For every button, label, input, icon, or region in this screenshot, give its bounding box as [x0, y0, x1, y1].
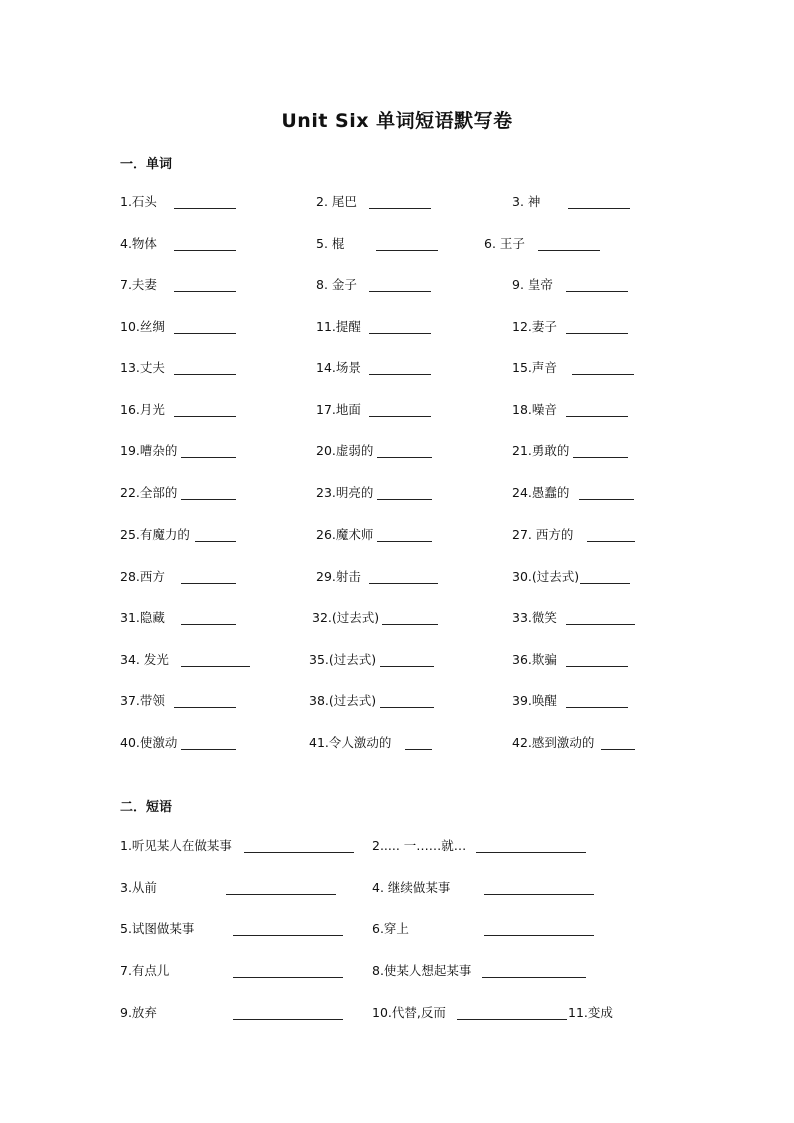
word-answer-blank-42[interactable]	[601, 749, 635, 750]
word-prompt-27: 27. 西方的	[512, 527, 574, 542]
word-answer-blank-20[interactable]	[377, 457, 432, 458]
word-answer-blank-34[interactable]	[181, 666, 250, 667]
word-prompt-40: 40.使激动	[120, 735, 178, 750]
word-answer-blank-30[interactable]	[580, 583, 630, 584]
phrase-prompt-6: 6.穿上	[372, 921, 409, 936]
word-prompt-5: 5. 棍	[316, 236, 345, 251]
phrase-answer-blank-10[interactable]	[457, 1019, 567, 1020]
word-answer-blank-36[interactable]	[566, 666, 628, 667]
word-prompt-2: 2. 尾巴	[316, 194, 357, 209]
phrase-answer-blank-8[interactable]	[482, 977, 586, 978]
word-prompt-3: 3. 神	[512, 194, 541, 209]
phrase-prompt-3: 3.从前	[120, 880, 157, 895]
word-answer-blank-38[interactable]	[380, 707, 434, 708]
word-prompt-33: 33.微笑	[512, 610, 557, 625]
phrase-answer-blank-5[interactable]	[233, 935, 343, 936]
word-prompt-16: 16.月光	[120, 402, 165, 417]
phrase-prompt-8: 8.使某人想起某事	[372, 963, 472, 978]
page-title: Unit Six 单词短语默写卷	[281, 110, 513, 132]
word-prompt-42: 42.感到激动的	[512, 735, 595, 750]
phrase-prompt-5: 5.试图做某事	[120, 921, 195, 936]
word-prompt-13: 13.丈夫	[120, 360, 165, 375]
word-answer-blank-39[interactable]	[566, 707, 628, 708]
word-answer-blank-13[interactable]	[174, 374, 236, 375]
word-answer-blank-31[interactable]	[181, 624, 236, 625]
word-prompt-8: 8. 金子	[316, 277, 357, 292]
word-prompt-38: 38.(过去式)	[309, 693, 377, 708]
phrase-prompt-7: 7.有点儿	[120, 963, 170, 978]
word-answer-blank-21[interactable]	[573, 457, 628, 458]
word-prompt-34: 34. 发光	[120, 652, 169, 667]
word-answer-blank-9[interactable]	[566, 291, 628, 292]
word-prompt-36: 36.欺骗	[512, 652, 557, 667]
word-prompt-23: 23.明亮的	[316, 485, 374, 500]
word-prompt-21: 21.勇敢的	[512, 443, 570, 458]
word-answer-blank-37[interactable]	[174, 707, 236, 708]
phrase-prompt-1: 1.听见某人在做某事	[120, 838, 232, 853]
word-prompt-18: 18.噪音	[512, 402, 557, 417]
phrase-answer-blank-7[interactable]	[233, 977, 343, 978]
word-answer-blank-4[interactable]	[174, 250, 236, 251]
word-answer-blank-26[interactable]	[377, 541, 432, 542]
word-answer-blank-27[interactable]	[587, 541, 635, 542]
phrase-prompt-4: 4. 继续做某事	[372, 880, 451, 895]
phrase-answer-blank-4[interactable]	[484, 894, 594, 895]
word-prompt-30: 30.(过去式)	[512, 569, 580, 584]
word-answer-blank-3[interactable]	[568, 208, 630, 209]
word-answer-blank-35[interactable]	[380, 666, 434, 667]
word-prompt-19: 19.嘈杂的	[120, 443, 178, 458]
phrase-answer-blank-3[interactable]	[226, 894, 336, 895]
word-answer-blank-24[interactable]	[579, 499, 634, 500]
phrase-answer-blank-6[interactable]	[484, 935, 594, 936]
word-answer-blank-11[interactable]	[369, 333, 431, 334]
word-prompt-26: 26.魔术师	[316, 527, 374, 542]
word-prompt-9: 9. 皇帝	[512, 277, 553, 292]
word-answer-blank-28[interactable]	[181, 583, 236, 584]
word-answer-blank-14[interactable]	[369, 374, 431, 375]
word-prompt-20: 20.虚弱的	[316, 443, 374, 458]
word-prompt-24: 24.愚蠢的	[512, 485, 570, 500]
word-prompt-6: 6. 王子	[484, 236, 525, 251]
word-prompt-7: 7.夫妻	[120, 277, 157, 292]
word-answer-blank-5[interactable]	[376, 250, 438, 251]
phrase-prompt-2: 2..... 一……就…	[372, 838, 467, 853]
word-answer-blank-17[interactable]	[369, 416, 431, 417]
word-prompt-14: 14.场景	[316, 360, 361, 375]
word-answer-blank-8[interactable]	[369, 291, 431, 292]
word-answer-blank-29[interactable]	[369, 583, 438, 584]
word-answer-blank-10[interactable]	[174, 333, 236, 334]
word-prompt-17: 17.地面	[316, 402, 361, 417]
word-prompt-41: 41.令人激动的	[309, 735, 392, 750]
phrase-answer-blank-1[interactable]	[244, 852, 354, 853]
word-answer-blank-40[interactable]	[181, 749, 236, 750]
word-answer-blank-22[interactable]	[181, 499, 236, 500]
word-prompt-1: 1.石头	[120, 194, 157, 209]
word-prompt-25: 25.有魔力的	[120, 527, 190, 542]
word-answer-blank-41[interactable]	[405, 749, 432, 750]
phrase-prompt-9: 9.放弃	[120, 1005, 157, 1020]
word-prompt-37: 37.带领	[120, 693, 165, 708]
word-prompt-12: 12.妻子	[512, 319, 557, 334]
word-answer-blank-25[interactable]	[195, 541, 236, 542]
word-prompt-15: 15.声音	[512, 360, 557, 375]
word-prompt-11: 11.提醒	[316, 319, 361, 334]
word-answer-blank-16[interactable]	[174, 416, 236, 417]
word-answer-blank-1[interactable]	[174, 208, 236, 209]
word-answer-blank-18[interactable]	[566, 416, 628, 417]
word-answer-blank-15[interactable]	[572, 374, 634, 375]
section-heading-phrases: 二．短语	[120, 800, 173, 815]
section-heading-words: 一．单词	[120, 157, 173, 172]
word-answer-blank-6[interactable]	[538, 250, 600, 251]
word-answer-blank-33[interactable]	[566, 624, 635, 625]
word-answer-blank-7[interactable]	[174, 291, 236, 292]
word-prompt-29: 29.射击	[316, 569, 361, 584]
phrase-answer-blank-9[interactable]	[233, 1019, 343, 1020]
phrase-prompt-10: 10.代替,反而	[372, 1005, 446, 1020]
word-prompt-35: 35.(过去式)	[309, 652, 377, 667]
word-answer-blank-23[interactable]	[377, 499, 432, 500]
word-prompt-31: 31.隐藏	[120, 610, 165, 625]
word-answer-blank-2[interactable]	[369, 208, 431, 209]
word-prompt-22: 22.全部的	[120, 485, 178, 500]
word-prompt-39: 39.唤醒	[512, 693, 557, 708]
word-answer-blank-32[interactable]	[382, 624, 438, 625]
phrase-prompt-11: 11.变成	[568, 1005, 613, 1020]
word-prompt-28: 28.西方	[120, 569, 165, 584]
word-answer-blank-12[interactable]	[566, 333, 628, 334]
phrase-answer-blank-2[interactable]	[476, 852, 586, 853]
word-prompt-4: 4.物体	[120, 236, 157, 251]
word-prompt-10: 10.丝绸	[120, 319, 165, 334]
word-answer-blank-19[interactable]	[181, 457, 236, 458]
word-prompt-32: 32.(过去式)	[312, 610, 380, 625]
